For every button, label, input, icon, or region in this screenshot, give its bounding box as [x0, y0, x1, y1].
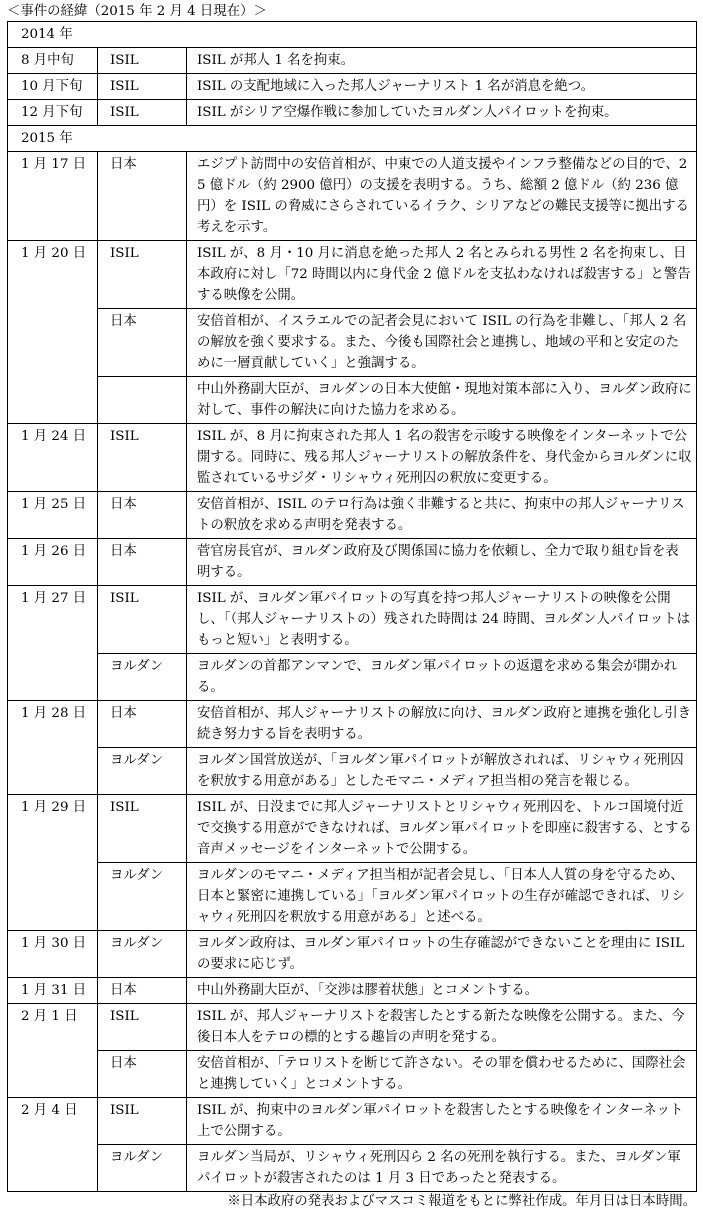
- event-description: 菅官房長官が、ヨルダン政府及び関係国に協力を依頼し、全力で取り組む旨を表明する。: [187, 539, 697, 586]
- event-row: [8, 701, 697, 748]
- timeline-table: [7, 21, 697, 1192]
- event-row: [8, 1004, 697, 1051]
- event-row: [8, 1098, 697, 1145]
- event-description: 中山外務副大臣が、「交渉は膠着状態」とコメントする。: [187, 978, 697, 1004]
- event-date: 2 月 4 日: [8, 1098, 98, 1192]
- event-description: ヨルダンの首都アンマンで、ヨルダン軍パイロットの返還を求める集会が開かれる。: [187, 654, 697, 701]
- event-actor: ISIL: [98, 586, 187, 654]
- event-row: [8, 654, 697, 701]
- source-note: ※日本政府の発表およびマスコミ報道をもとに弊社作成。年月日は日本時間。: [227, 1194, 696, 1209]
- event-row: [8, 539, 697, 586]
- event-description: ヨルダン国営放送が、「ヨルダン軍パイロットが解放されれば、リシャウィ死刑囚を釈放する用意がある」としたモマニ・メディア担当相の発言を報じる。: [187, 748, 697, 795]
- event-row: [8, 586, 697, 654]
- event-description: 安倍首相が、「テロリストを断じて許さない。その罪を償わせるために、国際社会と連携していく」とコメントする。: [187, 1051, 697, 1098]
- event-date: 12 月下旬: [8, 100, 98, 126]
- document-heading: ＜事件の経緯（2015 年 2 月 4 日現在）＞: [7, 4, 267, 19]
- event-date: 1 月 30 日: [8, 931, 98, 978]
- event-actor: ヨルダン: [98, 654, 187, 701]
- event-row: [8, 424, 697, 492]
- event-description: ISIL が、8 月に拘束された邦人 1 名の殺害を示唆する映像をインターネットで公開する。同時に、残る邦人ジャーナリストの解放条件を、身代金からヨルダンに収監されているサジダ・リシャウィ死刑囚の釈放に変更する。: [187, 424, 697, 492]
- event-date: 1 月 25 日: [8, 492, 98, 539]
- event-actor: ヨルダン: [98, 1145, 187, 1192]
- event-description: ISIL が、拘束中のヨルダン軍パイロットを殺害したとする映像をインターネット上で公開する。: [187, 1098, 697, 1145]
- event-description: ヨルダン当局が、リシャウィ死刑囚ら 2 名の死刑を執行する。また、ヨルダン軍パイロットが殺害されたのは 1 月 3 日であったと発表する。: [187, 1145, 697, 1192]
- year-label: 2015 年: [8, 126, 697, 152]
- event-description: 安倍首相が、ISIL のテロ行為は強く非難すると共に、拘束中の邦人ジャーナリストの釈放を求める声明を発表する。: [187, 492, 697, 539]
- event-description: 中山外務副大臣が、ヨルダンの日本大使館・現地対策本部に入り、ヨルダン政府に対して、事件の解決に向けた協力を求める。: [187, 377, 697, 424]
- event-actor: ISIL: [98, 48, 187, 74]
- event-description: ISIL が、ヨルダン軍パイロットの写真を持つ邦人ジャーナリストの映像を公開し、「（邦人ジャーナリストの）残された時間は 24 時間、ヨルダン人パイロットはもっと短い」と表明する。: [187, 586, 697, 654]
- event-date: 1 月 29 日: [8, 795, 98, 931]
- year-row: [8, 22, 697, 48]
- event-actor: ISIL: [98, 424, 187, 492]
- event-description: ヨルダンのモマニ・メディア担当相が記者会見し、「日本人人質の身を守るため、日本と緊密に連携している」「ヨルダン軍パイロットの生存が確認できれば、リシャウィ死刑囚を釈放する用意がある」と述べる。: [187, 863, 697, 931]
- event-row: [8, 377, 697, 424]
- event-actor: ISIL: [98, 1098, 187, 1145]
- event-description: ISIL が、日没までに邦人ジャーナリストとリシャウィ死刑囚を、トルコ国境付近で交換する用意ができなければ、ヨルダン軍パイロットを即座に殺害する、とする音声メッセージをインターネットで公開する。: [187, 795, 697, 863]
- event-actor: 日本: [98, 1051, 187, 1098]
- timeline-body: [8, 22, 697, 1192]
- event-date: 1 月 28 日: [8, 701, 98, 795]
- event-date: 8 月中旬: [8, 48, 98, 74]
- event-row: [8, 74, 697, 100]
- event-row: [8, 748, 697, 795]
- event-date: 1 月 26 日: [8, 539, 98, 586]
- event-actor: ISIL: [98, 1004, 187, 1051]
- event-date: 1 月 24 日: [8, 424, 98, 492]
- event-date: 1 月 17 日: [8, 152, 98, 241]
- event-row: [8, 152, 697, 241]
- event-row: [8, 100, 697, 126]
- event-row: [8, 863, 697, 931]
- event-description: ISIL がシリア空爆作戦に参加していたヨルダン人パイロットを拘束。: [187, 100, 697, 126]
- event-actor: 日本: [98, 309, 187, 377]
- event-row: [8, 1051, 697, 1098]
- event-actor: 日本: [98, 152, 187, 241]
- event-description: 安倍首相が、邦人ジャーナリストの解放に向け、ヨルダン政府と連携を強化し引き続き努力する旨を表明する。: [187, 701, 697, 748]
- year-row: [8, 126, 697, 152]
- year-label: 2014 年: [8, 22, 697, 48]
- event-actor: ISIL: [98, 74, 187, 100]
- event-description: エジプト訪問中の安倍首相が、中東での人道支援やインフラ整備などの目的で、25 億ドル（約 2900 億円）の支援を表明する。うち、総額 2 億ドル（約 236 億円）を ISIL の脅威にさらされているイラク、シリアなどの難民支援等に拠出する考えを示す。: [187, 152, 697, 241]
- event-actor: [98, 377, 187, 424]
- event-actor: 日本: [98, 492, 187, 539]
- event-date: 1 月 27 日: [8, 586, 98, 701]
- event-row: [8, 241, 697, 309]
- event-actor: ヨルダン: [98, 931, 187, 978]
- event-actor: ISIL: [98, 795, 187, 863]
- event-description: 安倍首相が、イスラエルでの記者会見において ISIL の行為を非難し、「邦人 2 名の解放を強く要求する。また、今後も国際社会と連携し、地域の平和と安定のために一層貢献していく」と強調する。: [187, 309, 697, 377]
- event-actor: 日本: [98, 978, 187, 1004]
- event-row: [8, 931, 697, 978]
- event-actor: 日本: [98, 701, 187, 748]
- event-date: 10 月下旬: [8, 74, 98, 100]
- event-description: ISIL が、8 月・10 月に消息を絶った邦人 2 名とみられる男性 2 名を拘束し、日本政府に対し「72 時間以内に身代金 2 億ドルを支払わなければ殺害する」と警告する映像を公開。: [187, 241, 697, 309]
- event-description: ISIL が邦人 1 名を拘束。: [187, 48, 697, 74]
- event-row: [8, 978, 697, 1004]
- document: [7, 3, 696, 1212]
- event-description: ISIL の支配地域に入った邦人ジャーナリスト 1 名が消息を絶つ。: [187, 74, 697, 100]
- event-row: [8, 48, 697, 74]
- event-row: [8, 492, 697, 539]
- event-date: 1 月 20 日: [8, 241, 98, 424]
- event-description: ISIL が、邦人ジャーナリストを殺害したとする新たな映像を公開する。また、今後日本人をテロの標的とする趣旨の声明を発する。: [187, 1004, 697, 1051]
- event-actor: ヨルダン: [98, 863, 187, 931]
- event-description: ヨルダン政府は、ヨルダン軍パイロットの生存確認ができないことを理由に ISIL の要求に応じず。: [187, 931, 697, 978]
- event-actor: ISIL: [98, 241, 187, 309]
- event-actor: 日本: [98, 539, 187, 586]
- event-date: 1 月 31 日: [8, 978, 98, 1004]
- event-row: [8, 795, 697, 863]
- event-row: [8, 309, 697, 377]
- event-actor: ヨルダン: [98, 748, 187, 795]
- event-row: [8, 1145, 697, 1192]
- event-actor: ISIL: [98, 100, 187, 126]
- event-date: 2 月 1 日: [8, 1004, 98, 1098]
